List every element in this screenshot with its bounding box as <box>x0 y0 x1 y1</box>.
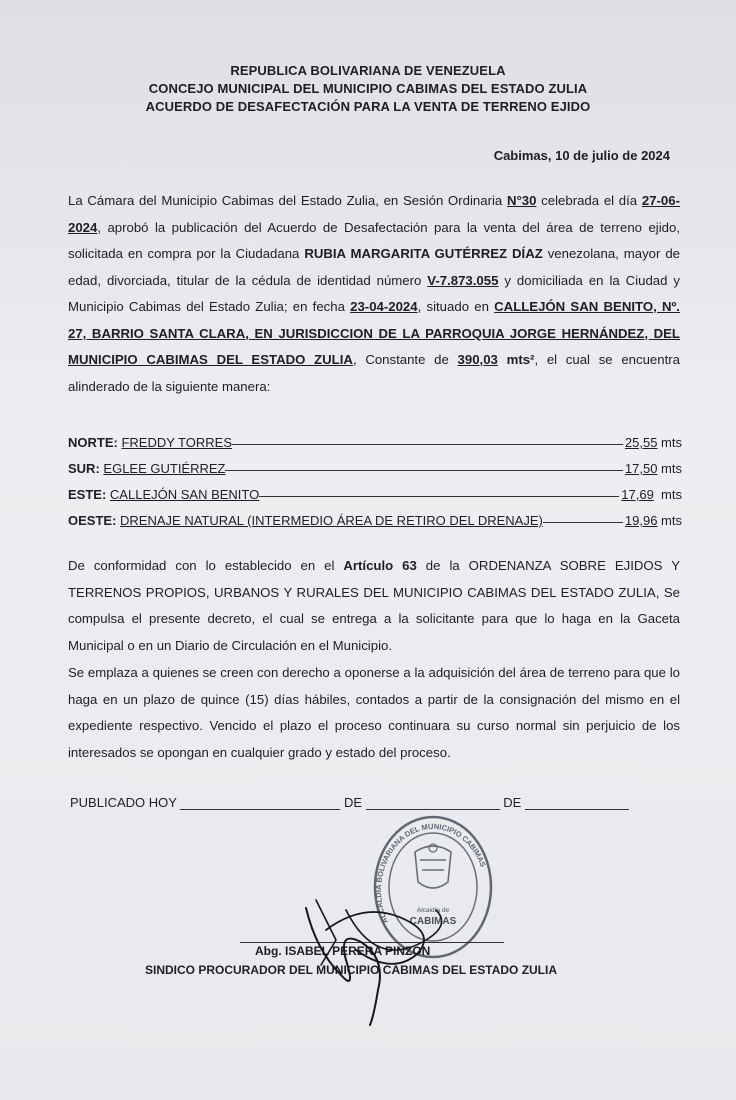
session-number: N°30 <box>506 193 537 208</box>
boundary-measure: 17,50 <box>624 461 658 476</box>
boundary-value: CALLEJÓN SAN BENITO <box>109 487 260 502</box>
boundaries-list <box>68 424 682 528</box>
p1-text: , aprobó la publicación del Acuerdo de Desafectación para la venta del área de terreno ejido, solicitada en compra por la Ciudadana <box>68 219 680 261</box>
land-area: 390,03 <box>457 352 498 367</box>
p1-text: La Cámara del Municipio Cabimas del Estado Zulia, en Sesión Ordinaria <box>68 193 507 208</box>
document-header <box>0 62 736 116</box>
p1-text: celebrada el día <box>536 193 642 208</box>
signer-name: Abg. ISABEL PERERA PINZON <box>255 944 431 958</box>
paragraph-session <box>68 188 680 400</box>
boundary-unit: mts <box>657 513 682 528</box>
publication-de: DE <box>343 795 362 810</box>
boundary-value: DRENAJE NATURAL (INTERMEDIO ÁREA DE RETIRO DEL DRENAJE) <box>120 513 543 528</box>
p1-text: , el cual se encuentra alinderado de la siguiente manera: <box>68 352 680 394</box>
boundary-west <box>68 502 682 528</box>
land-area-unit: mts² <box>497 352 535 367</box>
handwritten-signature <box>286 880 496 1030</box>
boundary-value: EGLEE GUTIÉRREZ <box>103 461 226 476</box>
boundary-east <box>68 476 682 502</box>
header-line-council: CONCEJO MUNICIPAL DEL MUNICIPIO CABIMAS DEL ESTADO ZULIA <box>148 81 588 96</box>
p1-text: y domiciliada en la Ciudad y Municipio Cabimas del Estado Zulia; en fecha <box>68 272 680 314</box>
session-date: 27-06-2024 <box>68 193 680 235</box>
boundary-value: FREDDY TORRES <box>121 435 232 450</box>
boundary-line <box>259 495 619 497</box>
p1-text: venezolana, mayor de edad, divorciada, titular de la cédula de identidad número <box>68 246 680 288</box>
article-ref: Artículo 63 <box>343 558 417 573</box>
land-location: CALLEJÓN SAN BENITO, Nº. 27, BARRIO SANTA CLARA, EN JURISDICCION DE LA PARROQUIA JORGE HERNÁNDEZ, DEL MUNICIPIO CABIMAS DEL ESTADO ZULIA <box>68 299 680 367</box>
paragraph-summons: Se emplaza a quienes se creen con derecho a oponerse a la adquisición del área de terreno para que lo haga en un plazo de quince (15) días hábiles, contados a partir de la consignación del mismo en el expediente respectivo. Vencido el plazo el proceso continuara su curso normal sin perjuicio de los interesados se opongan en cualquier grado y estado del proceso. <box>68 665 680 760</box>
boundary-measure: 25,55 <box>624 435 658 450</box>
document-date: Cabimas, 10 de julio de 2024 <box>493 148 670 163</box>
p2-text: De conformidad con lo establecido en el <box>68 558 344 573</box>
boundary-label: SUR: <box>68 461 100 476</box>
header-line-agreement: ACUERDO DE DESAFECTACIÓN PARA LA VENTA DE TERRENO EJIDO <box>145 99 591 114</box>
boundary-north <box>68 424 682 450</box>
p2-text: de la ORDENANZA SOBRE EJIDOS Y TERRENOS PROPIOS, URBANOS Y RURALES DEL MUNICIPIO CABIMAS DEL ESTADO ZULIA, Se compulsa el presente decreto, el cual se entrega a la solicitante para que lo haga en la Gaceta Municipal o en un Diario de Circulación en el Municipio. <box>68 558 680 653</box>
applicant-id: V-7.873.055 <box>427 272 499 288</box>
request-date: 23-04-2024 <box>350 299 418 314</box>
seal-ring-text: ALCALDIA BOLIVARIANA DEL MUNICIPIO CABIMAS <box>373 821 488 925</box>
boundary-south <box>68 450 682 476</box>
seal-inner-text: Alcaldía de <box>416 907 450 914</box>
boundary-label: OESTE: <box>68 513 117 528</box>
boundary-line <box>232 443 623 445</box>
publication-blank-month <box>366 797 500 810</box>
boundary-measure: 17,69 <box>621 487 654 502</box>
boundary-unit: mts <box>657 435 682 450</box>
signer-title: SINDICO PROCURADOR DEL MUNICIPIO CABIMAS DEL ESTADO ZULIA <box>145 963 558 977</box>
boundary-label: NORTE: <box>68 435 118 450</box>
boundary-unit: mts <box>653 487 682 502</box>
publication-blank-year <box>525 797 629 810</box>
header-line-republic: REPUBLICA BOLIVARIANA DE VENEZUELA <box>230 63 506 78</box>
publication-label: PUBLICADO HOY <box>70 795 177 810</box>
p1-text: , situado en <box>417 299 495 314</box>
boundary-label: ESTE: <box>68 487 107 502</box>
publication-blank-day <box>180 797 340 810</box>
publication-line <box>70 795 629 810</box>
paragraph-ordinance <box>68 553 680 659</box>
applicant-name: RUBIA MARGARITA GUTÉRREZ DÍAZ <box>304 246 543 261</box>
boundary-unit: mts <box>657 461 682 476</box>
seal-inner-name: CABIMAS <box>409 916 457 927</box>
p1-text: , Constante de <box>352 352 458 367</box>
boundary-measure: 19,96 <box>624 513 658 528</box>
publication-de: DE <box>503 795 522 810</box>
boundary-line <box>543 521 623 523</box>
boundary-line <box>225 469 622 471</box>
